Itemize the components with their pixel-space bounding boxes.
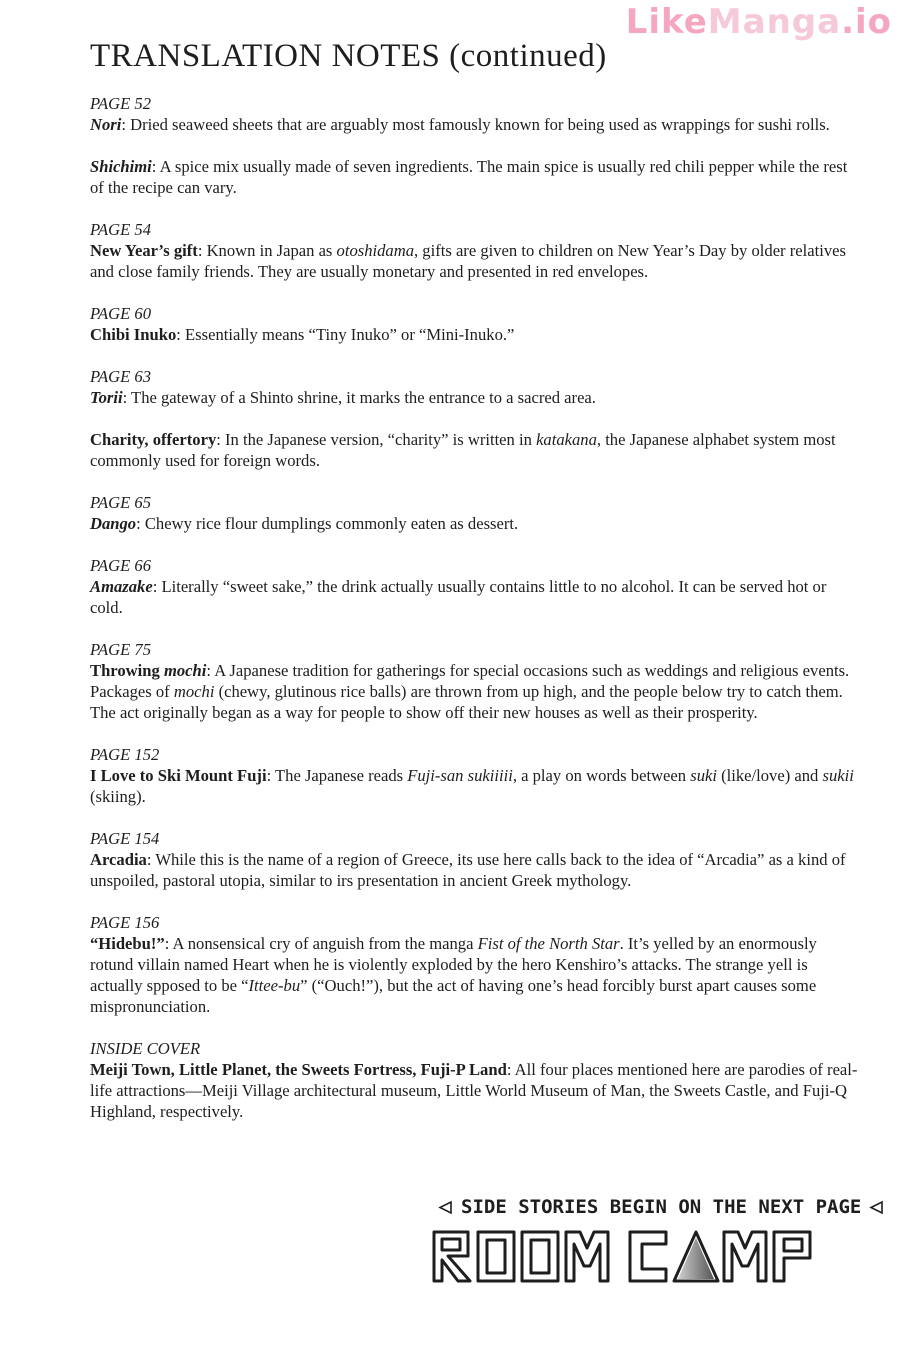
note-term: “Hidebu!” <box>90 934 165 953</box>
note-text: : Chewy rice flour dumplings commonly eaten as dessert. <box>136 514 519 533</box>
note-term: Throwing <box>90 661 164 680</box>
note-text: : Known in Japan as <box>197 241 337 260</box>
page-heading-63: PAGE 63 <box>90 367 151 386</box>
note-text: : A spice mix usually made of seven ingredients. The main spice is usually red chili pepper while the rest of the recipe can vary. <box>90 157 848 197</box>
note-term: Meiji Town, Little Planet, the Sweets Fortress, Fuji-P Land <box>90 1060 507 1079</box>
page-title: TRANSLATION NOTES (continued) <box>90 38 607 74</box>
watermark-part-manga: Manga <box>707 2 842 42</box>
note-charity <box>90 429 860 471</box>
note-italic: Ittee-bu <box>248 976 301 995</box>
triangle-left-icon <box>438 1200 453 1215</box>
note-dango <box>90 513 860 534</box>
note-amazake <box>90 576 860 618</box>
page-heading-65: PAGE 65 <box>90 493 151 512</box>
note-arcadia <box>90 849 860 891</box>
note-ski-fuji <box>90 765 860 807</box>
note-text: : While this is the name of a region of Greece, its use here calls back to the idea of “Arcadia” as a kind of unspoiled, pastoral utopia, similar to irs presentation in ancient Greek mythology. <box>90 850 846 890</box>
note-text: : The gateway of a Shinto shrine, it marks the entrance to a sacred area. <box>122 388 596 407</box>
note-hidebu <box>90 933 860 1017</box>
page-heading-66: PAGE 66 <box>90 556 151 575</box>
page-heading-75: PAGE 75 <box>90 640 151 659</box>
note-term: I Love to Ski Mount Fuji <box>90 766 267 785</box>
note-italic: Fuji-san sukiiiii <box>407 766 513 785</box>
note-italic: katakana <box>536 430 597 449</box>
translation-notes <box>90 93 860 1122</box>
note-nori <box>90 114 860 135</box>
note-torii <box>90 387 860 408</box>
page-heading-152: PAGE 152 <box>90 745 160 764</box>
page-heading-inside-cover: INSIDE COVER <box>90 1039 201 1058</box>
note-term: Charity, offertory <box>90 430 217 449</box>
note-text: (like/love) and <box>716 766 823 785</box>
note-term: Arcadia <box>90 850 147 869</box>
note-term: Amazake <box>90 577 153 596</box>
note-term-italic: mochi <box>163 661 207 680</box>
note-text: (chewy, glutinous rice balls) are thrown from up high, and the people below try to catch them. The act originally began as a way for people to show off their new houses as well as their prosperity. <box>90 682 843 722</box>
note-new-years-gift <box>90 240 860 282</box>
note-text: : A Japanese tradition for gatherings for special occasions such as weddings and religious events. Packages of <box>90 661 850 701</box>
note-shichimi <box>90 156 860 198</box>
note-text: ” (“Ouch!”), but the act of having one’s head forcibly burst apart causes some mispronunciation. <box>90 976 817 1016</box>
note-term: New Year’s gift <box>90 241 198 260</box>
note-text: , gifts are given to children on New Year’s Day by older relatives and close family friends. They are usually monetary and presented in red envelopes. <box>90 241 846 281</box>
note-text: : A nonsensical cry of anguish from the manga <box>164 934 478 953</box>
note-term: Torii <box>90 388 123 407</box>
note-throwing-mochi <box>90 660 860 723</box>
note-term: Dango <box>90 514 137 533</box>
side-stories-banner <box>438 1196 884 1218</box>
room-camp-logo <box>430 1226 815 1286</box>
note-text: : The Japanese reads <box>266 766 408 785</box>
note-term: Shichimi <box>90 157 152 176</box>
note-text: . It’s yelled by an enormously rotund villain named Heart when he is violently exploded by the hero Kenshiro’s attacks. The strange yell is actually spposed to be “ <box>90 934 817 995</box>
page-heading-54: PAGE 54 <box>90 220 151 239</box>
note-text: (skiing). <box>90 787 146 806</box>
page-heading-156: PAGE 156 <box>90 913 160 932</box>
note-term: Nori <box>90 115 122 134</box>
note-text: , a play on words between <box>512 766 691 785</box>
note-text: : All four places mentioned here are parodies of real-life attractions—Meiji Village architectural museum, Little World Museum of Man, the Sweets Castle, and Fuji-Q Highland, respectively. <box>90 1060 858 1121</box>
page-heading-154: PAGE 154 <box>90 829 160 848</box>
note-italic: suki <box>690 766 717 785</box>
note-text: : Dried seaweed sheets that are arguably most famously known for being used as wrappings for sushi rolls. <box>121 115 830 134</box>
page-heading-52: PAGE 52 <box>90 94 151 113</box>
note-text: , the Japanese alphabet system most commonly used for foreign words. <box>90 430 836 470</box>
note-inside-cover <box>90 1059 860 1122</box>
watermark-logo <box>626 2 892 42</box>
triangle-left-icon <box>869 1200 884 1215</box>
page-heading-60: PAGE 60 <box>90 304 151 323</box>
note-text: : Essentially means “Tiny Inuko” or “Mini-Inuko.” <box>176 325 515 344</box>
note-text: : In the Japanese version, “charity” is written in <box>216 430 537 449</box>
note-italic: sukii <box>822 766 854 785</box>
note-italic: mochi <box>173 682 215 701</box>
watermark-part-domain: .io <box>841 2 892 42</box>
side-stories-text: SIDE STORIES BEGIN ON THE NEXT PAGE <box>461 1196 862 1218</box>
note-chibi-inuko <box>90 324 860 345</box>
note-term: Chibi Inuko <box>90 325 177 344</box>
note-italic: Fist of the North Star <box>477 934 620 953</box>
note-text: : Literally “sweet sake,” the drink actually usually contains little to no alcohol. It can be served hot or cold. <box>90 577 827 617</box>
note-italic: otoshidama <box>336 241 414 260</box>
watermark-part-like: Like <box>625 2 708 42</box>
